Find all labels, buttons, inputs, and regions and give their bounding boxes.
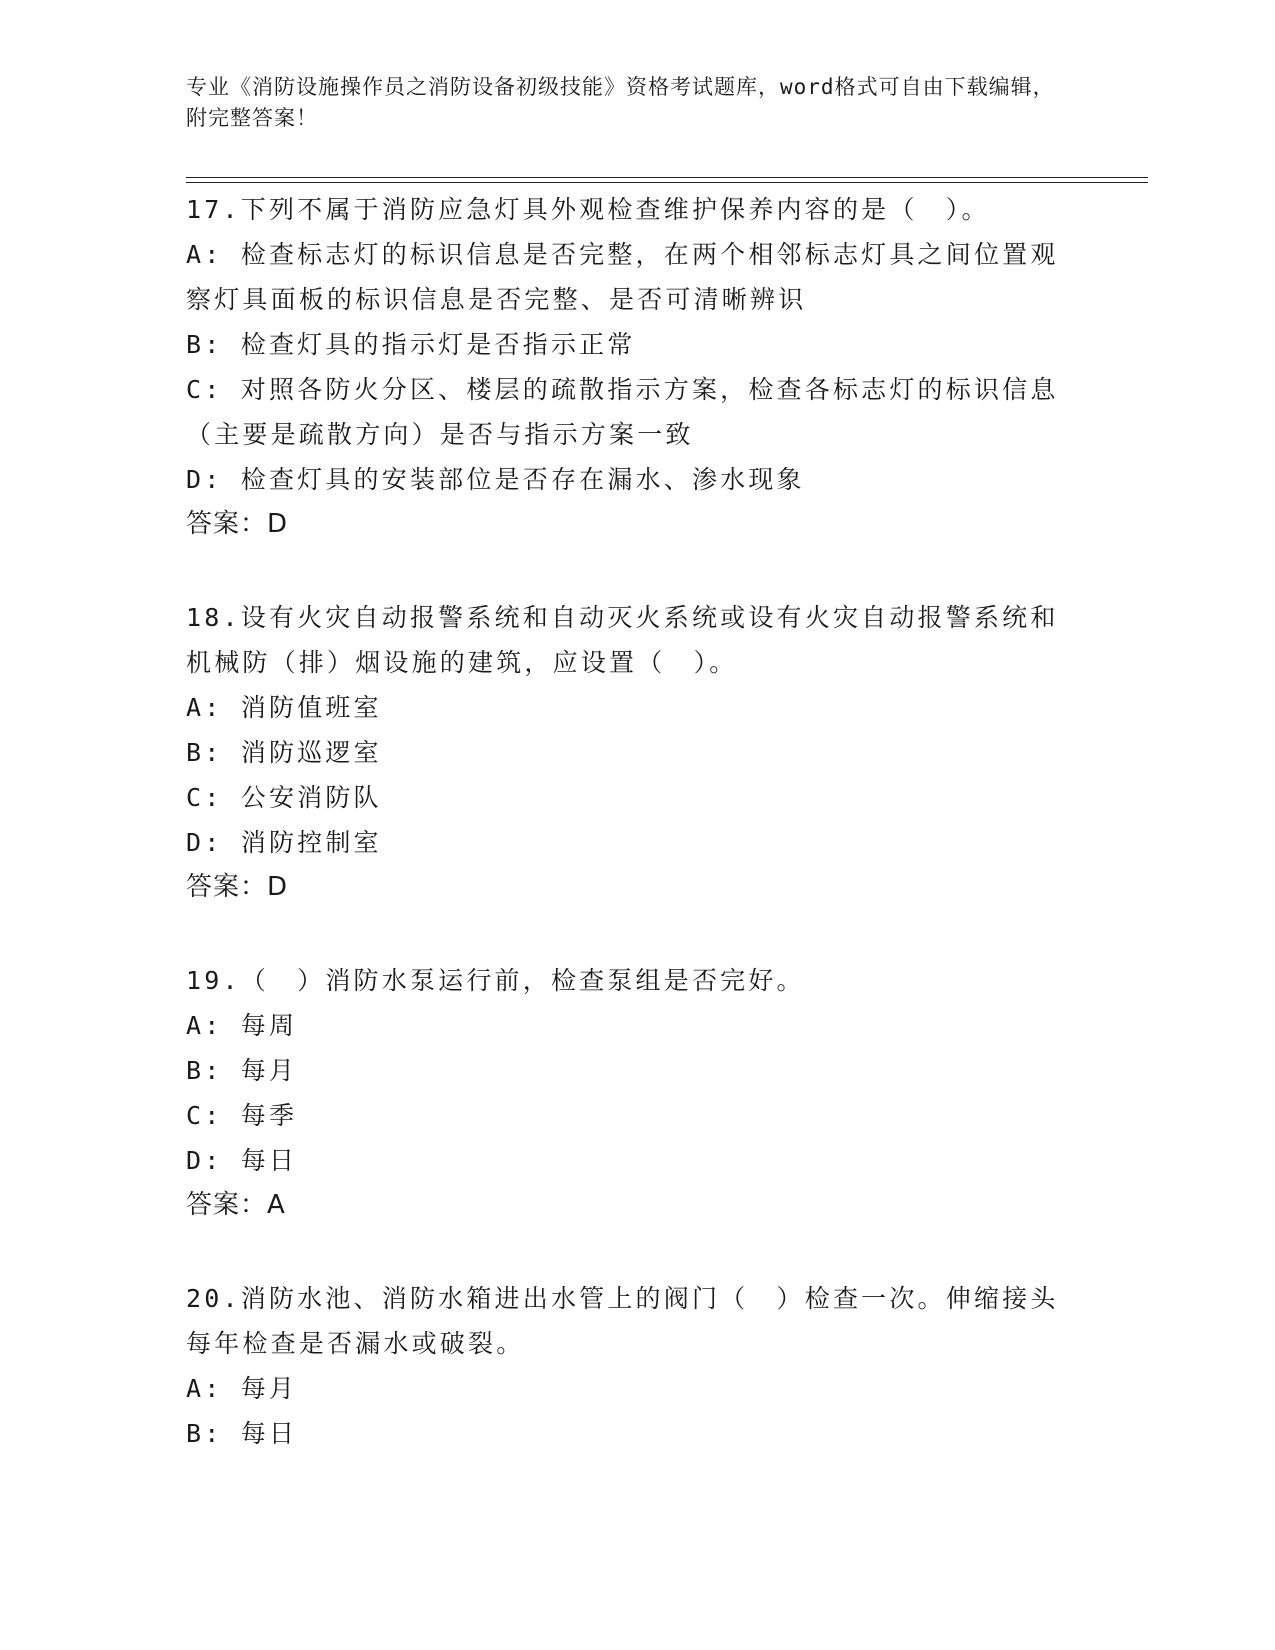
- question-stem: 17.下列不属于消防应急灯具外观检查维护保养内容的是（ ）。: [186, 195, 990, 224]
- answer: 答案：D: [186, 509, 289, 539]
- question-20: [186, 1276, 1076, 1456]
- option-b: B: 每月: [186, 1056, 298, 1085]
- option-c: C: 公安消防队: [186, 783, 382, 812]
- answer: 答案：D: [186, 872, 289, 902]
- option-a: A: 检查标志灯的标识信息是否完整，在两个相邻标志灯具之间位置观察灯具面板的标识信息是否完整、是否可清晰辨识: [186, 240, 1059, 314]
- option-a: A: 每周: [186, 1011, 298, 1040]
- question-stem: 20.消防水池、消防水箱进出水管上的阀门（ ）检查一次。伸缩接头每年检查是否漏水或破裂。: [186, 1284, 1059, 1358]
- option-b: B: 每日: [186, 1419, 298, 1448]
- option-c: C: 对照各防火分区、楼层的疏散指示方案，检查各标志灯的标识信息（主要是疏散方向）是否与指示方案一致: [186, 375, 1059, 449]
- option-d: D: 消防控制室: [186, 828, 382, 857]
- option-d: D: 每日: [186, 1146, 298, 1175]
- question-stem: 18.设有火灾自动报警系统和自动灭火系统或设有火灾自动报警系统和机械防（排）烟设施的建筑，应设置（ ）。: [186, 603, 1059, 677]
- answer: 答案：A: [186, 1190, 286, 1220]
- option-c: C: 每季: [186, 1101, 298, 1130]
- option-a: A: 每月: [186, 1374, 298, 1403]
- option-d: D: 检查灯具的安装部位是否存在漏水、渗水现象: [186, 465, 805, 494]
- header-rule-top: [186, 177, 1148, 178]
- option-b: B: 消防巡逻室: [186, 738, 382, 767]
- header-rule-bottom: [186, 182, 1148, 183]
- question-17: [186, 187, 1076, 547]
- question-list: [186, 187, 1076, 1504]
- option-a: A: 消防值班室: [186, 693, 382, 722]
- header-text: 专业《消防设施操作员之消防设备初级技能》资格考试题库，word格式可自由下载编辑，附完整答案！: [186, 75, 1055, 130]
- question-18: [186, 595, 1076, 910]
- option-b: B: 检查灯具的指示灯是否指示正常: [186, 330, 636, 359]
- document-header: [186, 72, 1066, 134]
- question-stem: 19.（ ）消防水泵运行前，检查泵组是否完好。: [186, 966, 805, 995]
- question-19: [186, 958, 1076, 1228]
